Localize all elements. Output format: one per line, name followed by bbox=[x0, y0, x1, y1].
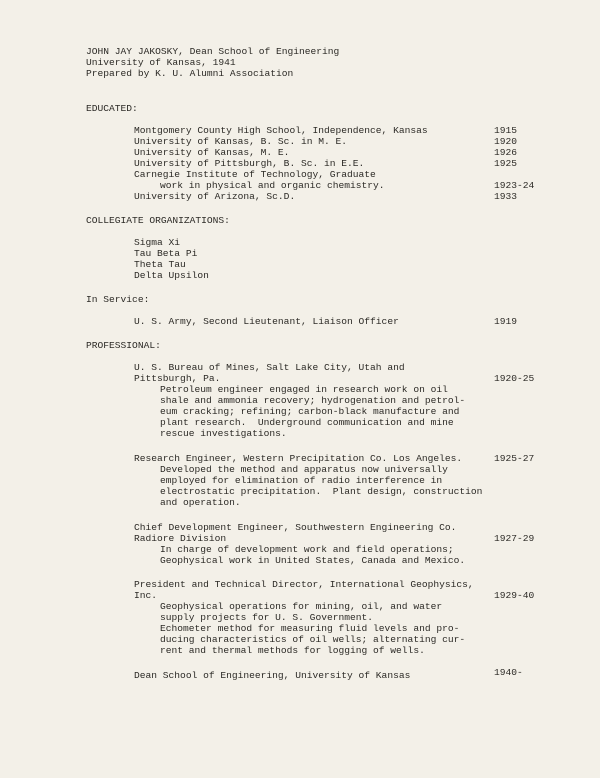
header-line-prepared-by: Prepared by K. U. Alumni Association bbox=[86, 68, 294, 79]
professional-year: 1927-29 bbox=[494, 533, 535, 544]
professional-title: President and Technical Director, International Geophysics, bbox=[134, 579, 474, 590]
educated-heading: EDUCATED: bbox=[86, 103, 138, 114]
professional-description: and operation. bbox=[160, 497, 241, 508]
education-entry: University of Arizona, Sc.D. bbox=[134, 191, 296, 202]
organization-item: Theta Tau bbox=[134, 259, 186, 270]
professional-description: Geophysical work in United States, Canada and Mexico. bbox=[160, 555, 466, 566]
professional-description: Developed the method and apparatus now universally bbox=[160, 464, 448, 475]
education-entry: Carnegie Institute of Technology, Graduate bbox=[134, 169, 376, 180]
organizations-heading: COLLEGIATE ORGANIZATIONS: bbox=[86, 215, 230, 226]
education-entry: University of Kansas, B. Sc. in M. E. bbox=[134, 136, 348, 147]
education-entry: University of Pittsburgh, B. Sc. in E.E. bbox=[134, 158, 365, 169]
professional-description: shale and ammonia recovery; hydrogenation and petrol- bbox=[160, 395, 466, 406]
organization-item: Sigma Xi bbox=[134, 237, 181, 248]
professional-title: Radiore Division bbox=[134, 533, 227, 544]
education-year: 1923-24 bbox=[494, 180, 535, 191]
professional-title: Research Engineer, Western Precipitation Co. Los Angeles. bbox=[134, 453, 463, 464]
service-heading: In Service: bbox=[86, 294, 150, 305]
education-entry: Montgomery County High School, Independence, Kansas bbox=[134, 125, 428, 136]
education-year: 1920 bbox=[494, 136, 518, 147]
professional-description: ducing characteristics of oil wells; alternating cur- bbox=[160, 634, 466, 645]
professional-description: In charge of development work and field operations; bbox=[160, 544, 454, 555]
education-year: 1915 bbox=[494, 125, 518, 136]
professional-description: rescue investigations. bbox=[160, 428, 287, 439]
professional-description: rent and thermal methods for logging of wells. bbox=[160, 645, 425, 656]
professional-title: Chief Development Engineer, Southwestern Engineering Co. bbox=[134, 522, 457, 533]
service-year: 1919 bbox=[494, 316, 518, 327]
professional-year: 1929-40 bbox=[494, 590, 535, 601]
education-entry: University of Kansas, M. E. bbox=[134, 147, 290, 158]
education-year: 1926 bbox=[494, 147, 518, 158]
professional-title: Inc. bbox=[134, 590, 158, 601]
professional-title: U. S. Bureau of Mines, Salt Lake City, Utah and bbox=[134, 362, 405, 373]
professional-description: electrostatic precipitation. Plant design, construction bbox=[160, 486, 483, 497]
education-year: 1925 bbox=[494, 158, 518, 169]
education-entry-continued: work in physical and organic chemistry. bbox=[160, 180, 385, 191]
education-year: 1933 bbox=[494, 191, 518, 202]
professional-description: eum cracking; refining; carbon-black manufacture and bbox=[160, 406, 460, 417]
professional-description: Echometer method for measuring fluid levels and pro- bbox=[160, 623, 460, 634]
header-line-university: University of Kansas, 1941 bbox=[86, 57, 236, 68]
organization-item: Delta Upsilon bbox=[134, 270, 209, 281]
professional-description: plant research. Underground communication and mine bbox=[160, 417, 454, 428]
professional-title: Dean School of Engineering, University of Kansas bbox=[134, 670, 411, 681]
service-entry: U. S. Army, Second Lieutenant, Liaison Officer bbox=[134, 316, 399, 327]
professional-description: employed for elimination of radio interference in bbox=[160, 475, 443, 486]
professional-year: 1940- bbox=[494, 667, 523, 678]
header-line-name: JOHN JAY JAKOSKY, Dean School of Engineering bbox=[86, 46, 340, 57]
professional-year: 1925-27 bbox=[494, 453, 535, 464]
professional-title: Pittsburgh, Pa. bbox=[134, 373, 221, 384]
professional-description: Geophysical operations for mining, oil, and water bbox=[160, 601, 443, 612]
organization-item: Tau Beta Pi bbox=[134, 248, 198, 259]
professional-heading: PROFESSIONAL: bbox=[86, 340, 161, 351]
professional-description: Petroleum engineer engaged in research work on oil bbox=[160, 384, 448, 395]
professional-year: 1920-25 bbox=[494, 373, 535, 384]
professional-description: supply projects for U. S. Government. bbox=[160, 612, 374, 623]
